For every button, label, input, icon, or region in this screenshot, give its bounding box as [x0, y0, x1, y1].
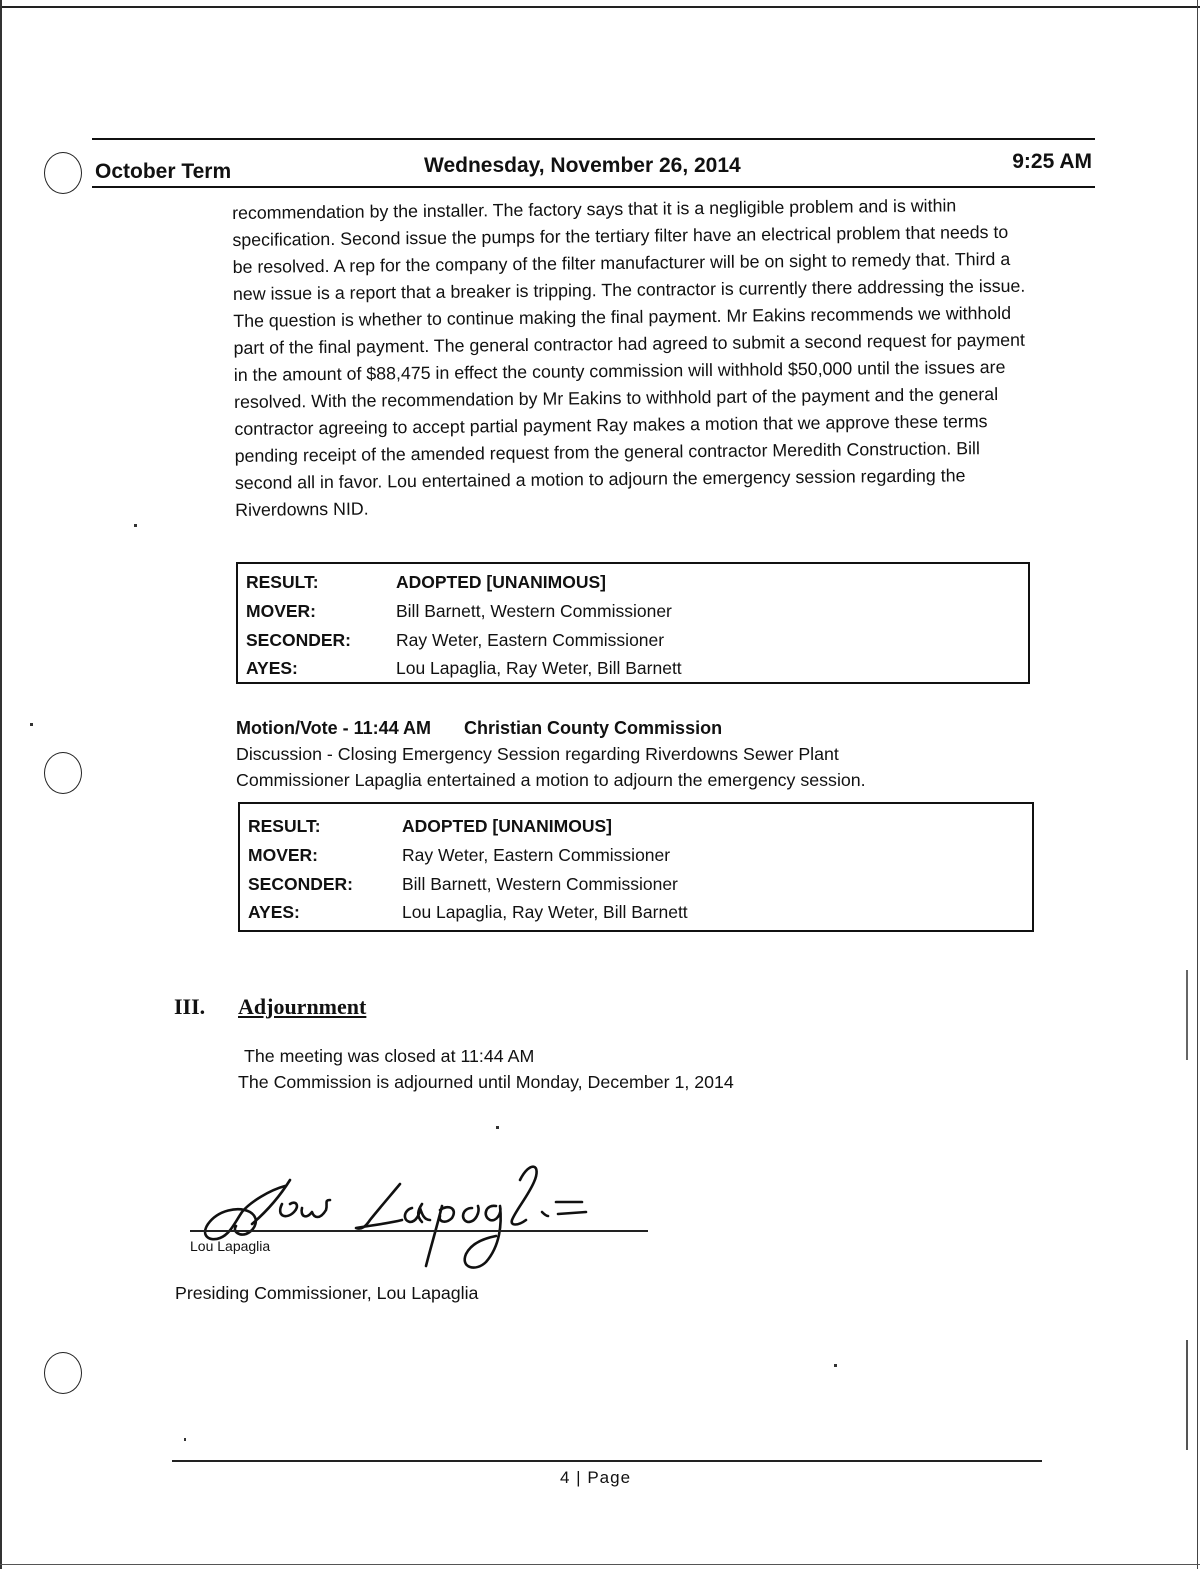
- scan-speck: [184, 1438, 186, 1441]
- seconder-value: Ray Weter, Eastern Commissioner: [396, 630, 665, 650]
- punch-hole-icon: [44, 1352, 82, 1394]
- motion-label: Motion/Vote -: [236, 718, 349, 738]
- ayes-value: Lou Lapaglia, Ray Weter, Bill Barnett: [402, 902, 688, 922]
- body-paragraph: recommendation by the installer. The factory says that it is a negligible problem and is within specification. Second issue the pumps for the tertiary filter have an electrical problem that needs to be resolved. A rep for the company of the filter manufacturer will be on sight to remedy that. Third a new issue is a report that a breaker is tripping. The contractor is currently there addressing the issue. The question is whether to continue making the final payment. Mr Eakins recommends we withhold part of the final payment. The general contractor had agreed to submit a second request for payment in the amount of $88,475 in effect the county commission will withhold $50,000 until the issues are resolved. With the recommendation by Mr Eakins to withhold part of the payment and the general contractor agreeing to accept partial payment Ray makes a motion that we approve these terms pending receipt of the amended request from the general contractor Meredith Construction. Bill second all in favor. Lou entertained a motion to adjourn the emergency session regarding the Riverdowns NID.: [232, 195, 1026, 520]
- scan-speck: [1186, 1340, 1188, 1450]
- header-time: 9:25 AM: [1012, 150, 1092, 173]
- result-value: ADOPTED [UNANIMOUS]: [396, 572, 606, 592]
- motion-heading: [236, 718, 722, 739]
- signature-line: [190, 1230, 648, 1232]
- motion-body: Christian County Commission: [464, 718, 723, 738]
- seconder-label: SECONDER:: [248, 874, 354, 894]
- meeting-closed-text: The meeting was closed at 11:44 AM: [244, 1046, 535, 1066]
- mover-value: Bill Barnett, Western Commissioner: [396, 601, 672, 621]
- result-value: ADOPTED [UNANIMOUS]: [402, 816, 612, 836]
- seconder-value: Bill Barnett, Western Commissioner: [402, 874, 678, 894]
- punch-hole-icon: [44, 152, 82, 194]
- seconder-label: SECONDER:: [246, 630, 352, 650]
- mover-label: MOVER:: [248, 845, 318, 865]
- motion-time: 11:44 AM: [353, 718, 432, 738]
- section-title: Adjournment: [238, 994, 367, 1019]
- header-term: October Term: [95, 160, 232, 183]
- punch-hole-icon: [44, 752, 82, 794]
- vote-result-table: [238, 802, 1034, 932]
- scan-border: [1197, 0, 1198, 1569]
- ayes-value: Lou Lapaglia, Ray Weter, Bill Barnett: [396, 658, 682, 678]
- ayes-label: AYES:: [248, 902, 300, 922]
- scan-border: [0, 0, 2, 1569]
- header-date: Wednesday, November 26, 2014: [424, 154, 741, 177]
- header-rule: [92, 186, 1095, 188]
- mover-value: Ray Weter, Eastern Commissioner: [402, 845, 671, 865]
- result-label: RESULT:: [246, 572, 319, 592]
- adjourned-until-text: The Commission is adjourned until Monday, December 1, 2014: [238, 1072, 734, 1092]
- scan-speck: [834, 1364, 837, 1367]
- footer-rule: [172, 1460, 1042, 1462]
- scan-speck: [134, 524, 137, 527]
- scan-speck: [30, 723, 33, 726]
- mover-label: MOVER:: [246, 601, 316, 621]
- ayes-label: AYES:: [246, 658, 298, 678]
- result-label: RESULT:: [248, 816, 321, 836]
- motion-text: Commissioner Lapaglia entertained a motion to adjourn the emergency session.: [236, 770, 866, 790]
- section-number: III.: [174, 994, 206, 1019]
- signature-name: Lou Lapaglia: [190, 1238, 271, 1254]
- handwritten-signature: [190, 1150, 610, 1280]
- vote-result-table: [236, 562, 1030, 684]
- scan-speck: [496, 1126, 499, 1129]
- presiding-commissioner: Presiding Commissioner, Lou Lapaglia: [175, 1283, 479, 1303]
- header-rule: [92, 138, 1095, 140]
- scan-border: [0, 1564, 1200, 1565]
- motion-discussion: Discussion - Closing Emergency Session regarding Riverdowns Sewer Plant: [236, 744, 839, 764]
- page-number: 4 | Page: [560, 1468, 632, 1487]
- scan-border: [0, 6, 1200, 8]
- scan-speck: [1186, 970, 1188, 1060]
